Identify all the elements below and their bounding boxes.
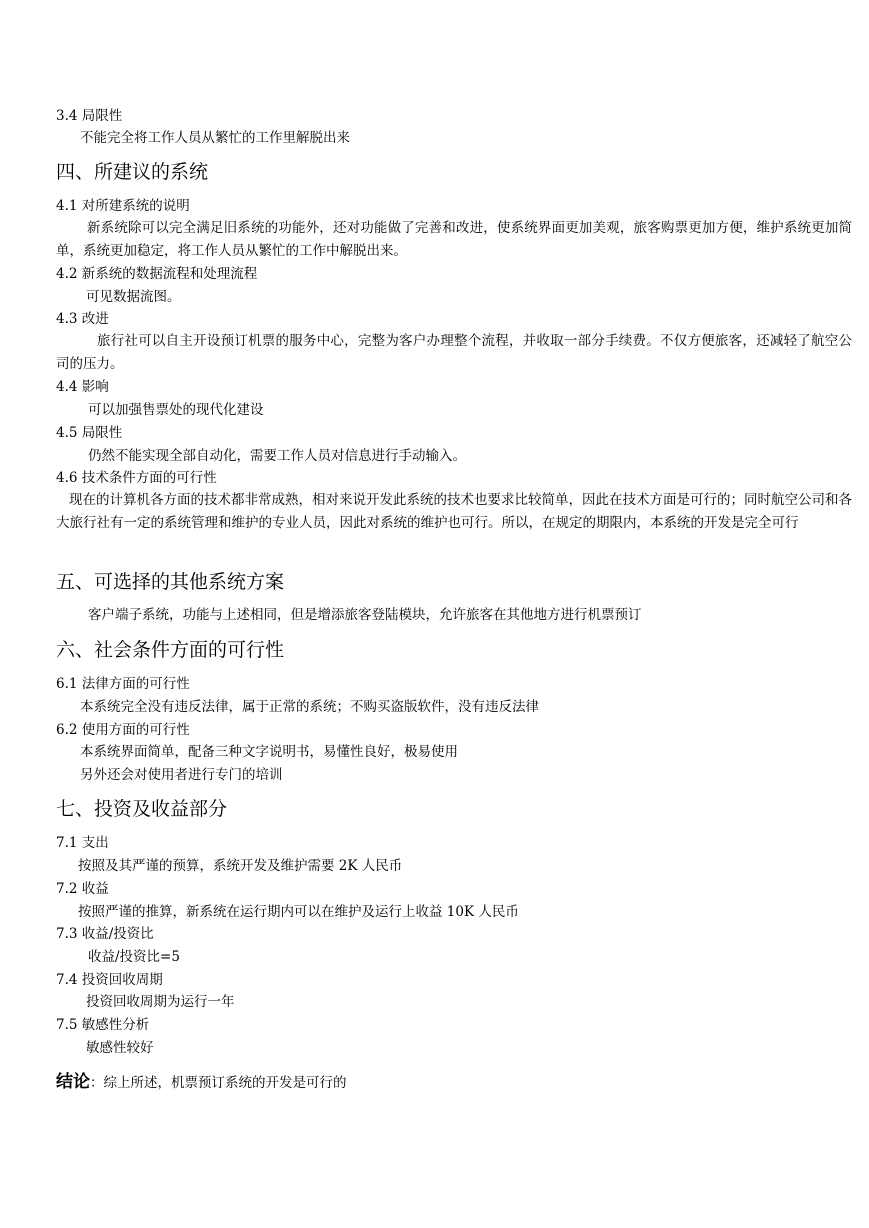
section-6-2-body-line1: 本系统界面简单，配备三种文字说明书，易懂性良好，极易使用 [80, 744, 458, 760]
section-6-heading: 六、社会条件方面的可行性 [56, 639, 285, 661]
section-4-2-title: 4.2 新系统的数据流程和处理流程 [56, 266, 258, 282]
section-7-5-body: 敏感性较好 [86, 1040, 154, 1056]
conclusion-text: ：综上所述，机票预订系统的开发是可行的 [90, 1075, 347, 1091]
section-4-1-body: 新系统除可以完全满足旧系统的功能外，还对功能做了完善和改进，使系统界面更加美观，旅客购票更加方便，维护系统更加简单，系统更加稳定，将工作人员从繁忙的工作中解脱出来。 [56, 220, 852, 259]
section-3-4-title: 3.4 局限性 [56, 108, 123, 124]
conclusion-line [56, 1072, 347, 1093]
section-6-1-body: 本系统完全没有违反法律，属于正常的系统；不购买盗版软件，没有违反法律 [80, 699, 539, 715]
section-6-1-title: 6.1 法律方面的可行性 [56, 676, 190, 692]
section-5-body: 客户端子系统，功能与上述相同，但是增添旅客登陆模块，允许旅客在其他地方进行机票预订 [88, 607, 642, 623]
section-7-heading: 七、投资及收益部分 [56, 798, 228, 820]
section-7-1-body: 按照及其严谨的预算，系统开发及维护需要 2K 人民币 [78, 858, 403, 874]
section-7-4-title: 7.4 投资回收周期 [56, 972, 163, 988]
section-4-3-body: 旅行社可以自主开设预订机票的服务中心，完整为客户办理整个流程，并收取一部分手续费。不仅方便旅客，还减轻了航空公司的压力。 [56, 333, 852, 372]
section-4-4-title: 4.4 影响 [56, 379, 109, 395]
section-4-6-body: 现在的计算机各方面的技术都非常成熟，相对来说开发此系统的技术也要求比较简单，因此在技术方面是可行的；同时航空公司和各大旅行社有一定的系统管理和维护的专业人员，因此对系统的维护也可行。所以，在规定的期限内，本系统的开发是完全可行 [56, 492, 852, 531]
section-7-1-title: 7.1 支出 [56, 835, 109, 851]
section-7-3-title: 7.3 收益/投资比 [56, 926, 154, 942]
section-3-4-body: 不能完全将工作人员从繁忙的工作里解脱出来 [80, 130, 350, 146]
section-4-5-title: 4.5 局限性 [56, 425, 123, 441]
section-5-heading: 五、可选择的其他系统方案 [56, 571, 285, 593]
section-4-2-body: 可见数据流图。 [86, 289, 181, 305]
section-4-3-title: 4.3 改进 [56, 311, 109, 327]
section-4-1-title: 4.1 对所建系统的说明 [56, 198, 190, 214]
section-7-2-body: 按照严谨的推算，新系统在运行期内可以在维护及运行上收益 10K 人民币 [78, 904, 519, 920]
section-6-2-title: 6.2 使用方面的可行性 [56, 722, 190, 738]
section-7-5-title: 7.5 敏感性分析 [56, 1017, 150, 1033]
section-4-4-body: 可以加强售票处的现代化建设 [88, 402, 264, 418]
section-4-5-body: 仍然不能实现全部自动化，需要工作人员对信息进行手动输入。 [88, 448, 466, 464]
section-4-heading: 四、所建议的系统 [56, 161, 209, 183]
section-7-4-body: 投资回收周期为运行一年 [86, 994, 235, 1010]
section-7-3-body: 收益/投资比=5 [88, 949, 180, 965]
section-4-6-title: 4.6 技术条件方面的可行性 [56, 470, 217, 486]
section-7-2-title: 7.2 收益 [56, 881, 109, 897]
section-6-2-body-line2: 另外还会对使用者进行专门的培训 [80, 767, 283, 783]
conclusion-label: 结论 [56, 1072, 90, 1092]
